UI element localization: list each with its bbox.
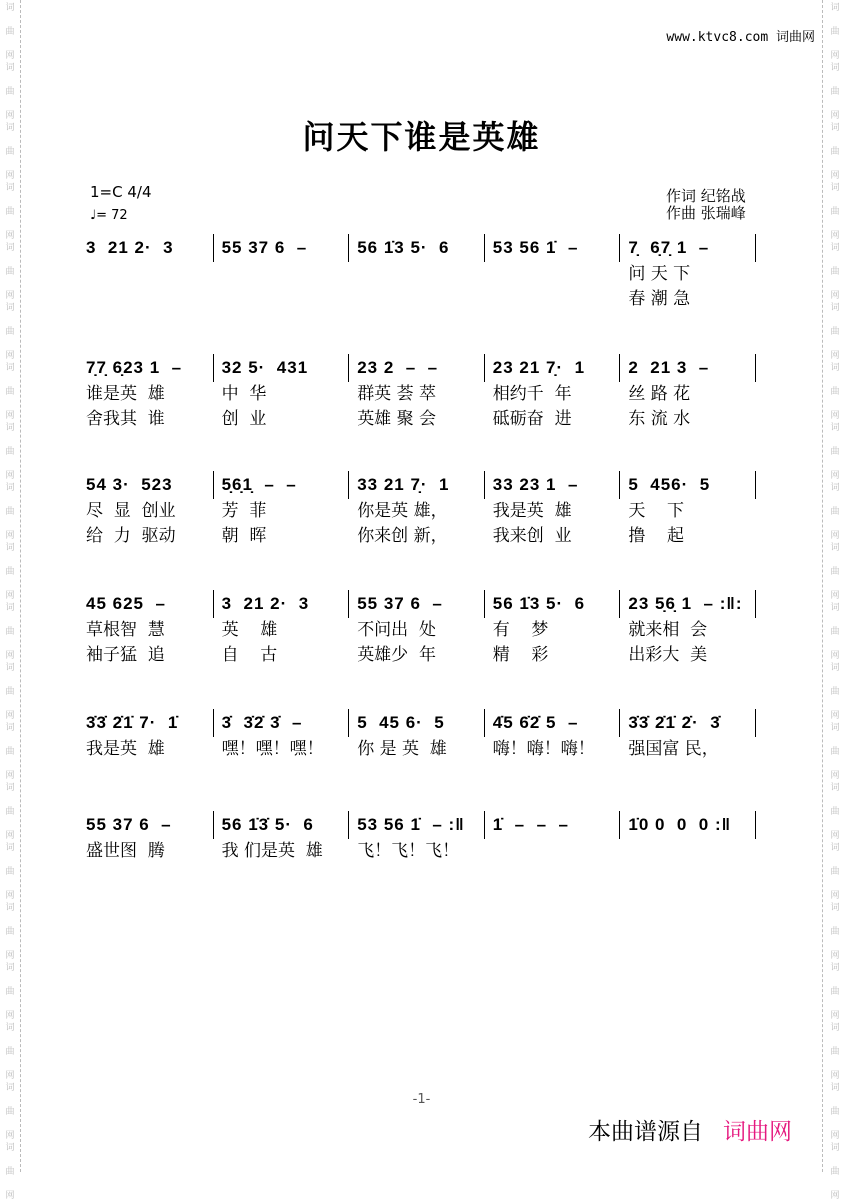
measure: 32 5· 431 <box>214 354 350 382</box>
lyric-line <box>86 382 756 407</box>
score-row <box>86 354 756 432</box>
watermark-text: 词 曲 网 <box>830 123 840 181</box>
watermark-text: 词 曲 网 <box>830 63 840 121</box>
left-watermark-strip <box>0 0 21 1201</box>
watermark-text: 词 曲 网 <box>5 903 15 961</box>
measure: 1̇0 0 0 0 :‖ <box>620 811 756 839</box>
watermark-text: 词 曲 网 <box>830 1023 840 1081</box>
notation-line <box>86 354 756 382</box>
watermark-text: 词 曲 网 <box>5 543 15 601</box>
lyric-segment <box>86 287 214 312</box>
notation-line <box>86 709 756 737</box>
lyric-segment: 我是英 雄 <box>492 501 572 521</box>
right-watermark-strip <box>822 0 843 1201</box>
watermark-text: 词 曲 网 <box>830 963 840 1021</box>
lyric-segment: 春 潮 急 <box>628 289 691 309</box>
measure: 5̣6̣1̣ – – <box>214 471 350 499</box>
watermark-text: 词 曲 网 <box>5 243 15 301</box>
lyric-segment: 问 天 下 <box>628 264 691 284</box>
lyric-line <box>86 524 756 549</box>
lyric-segment: 丝 路 花 <box>628 384 691 404</box>
tempo-marking: ♩= 72 <box>90 208 128 223</box>
composer: 作曲 张瑞峰 <box>666 204 746 222</box>
watermark-text: 词 曲 网 <box>5 963 15 1021</box>
lyric-segment <box>214 262 350 287</box>
measure: 7̣ 6̣7̣ 1 – <box>620 234 756 262</box>
lyric-segment <box>485 287 621 312</box>
lyric-segment: 就来相 会 <box>628 620 708 640</box>
lyric-segment: 尽 显 创业 <box>86 501 176 521</box>
watermark-text: 词 曲 网 <box>5 723 15 781</box>
lyric-segment <box>620 839 756 864</box>
lyric-segment: 舍我其 谁 <box>86 409 165 429</box>
watermark-text: 词 曲 网 <box>830 303 840 361</box>
watermark-text: 词 曲 网 <box>5 3 15 61</box>
measure: 4̇5 6̇2̇ 5 – <box>485 709 621 737</box>
watermark-text: 词 曲 网 <box>5 123 15 181</box>
lyric-segment: 英雄少 年 <box>357 645 436 665</box>
lyric-segment: 中 华 <box>221 384 267 404</box>
measure: 33 23 1 – <box>485 471 621 499</box>
measure: 3 21 2· 3 <box>86 234 214 262</box>
watermark-text: 词 曲 网 <box>5 483 15 541</box>
lyric-line <box>86 287 756 312</box>
watermark-text: 词 曲 网 <box>830 3 840 61</box>
lyric-segment: 英 雄 <box>221 620 278 640</box>
watermark-text: 词 曲 网 <box>5 423 15 481</box>
measure: 3̇3̇ 2̇1̇ 7· 1̇ <box>86 709 214 737</box>
measure: 5 45 6· 5 <box>349 709 485 737</box>
lyric-segment: 谁是英 雄 <box>86 384 165 404</box>
measure: 53 56 1̇ – :‖ <box>349 811 485 839</box>
measure: 45 625 – <box>86 590 214 618</box>
watermark-text: 词 曲 网 <box>830 543 840 601</box>
lyric-segment: 东 流 水 <box>628 409 691 429</box>
lyric-segment <box>485 839 621 864</box>
lyric-segment: 强国富 民， <box>628 739 719 759</box>
lyric-segment: 群英 荟 萃 <box>357 384 436 404</box>
watermark-text: 词 曲 网 <box>5 843 15 901</box>
source-site-link[interactable]: 词曲网 <box>723 1119 792 1145</box>
lyric-segment <box>86 262 214 287</box>
lyric-segment: 嗨！嗨！嗨！ <box>492 739 595 759</box>
watermark-text: 词 曲 网 <box>5 183 15 241</box>
lyric-line <box>86 643 756 668</box>
watermark-text: 词 曲 网 <box>830 903 840 961</box>
lyric-segment: 有 梦 <box>492 620 549 640</box>
lyric-segment: 自 古 <box>221 645 278 665</box>
lyric-line <box>86 499 756 524</box>
watermark-text: 词 曲 网 <box>5 1143 15 1201</box>
measure: 5 456· 5 <box>620 471 756 499</box>
lyric-segment: 你 是 英 雄 <box>357 739 447 759</box>
watermark-text: 词 曲 网 <box>830 603 840 661</box>
score-row <box>86 471 756 549</box>
credits <box>666 188 746 222</box>
watermark-text: 词 曲 网 <box>5 783 15 841</box>
measure: 55 37 6 – <box>86 811 214 839</box>
lyric-segment <box>214 287 350 312</box>
lyric-segment <box>485 262 621 287</box>
lyric-line <box>86 839 756 864</box>
measure: 3 21 2· 3 <box>214 590 350 618</box>
lyric-segment: 你来创 新， <box>357 526 448 546</box>
watermark-text: 词 曲 网 <box>830 423 840 481</box>
measure: 55 37 6 – <box>214 234 350 262</box>
watermark-text: 词 曲 网 <box>830 723 840 781</box>
lyric-segment: 撸 起 <box>628 526 684 546</box>
page-number: -1- <box>412 1092 431 1107</box>
score-row <box>86 590 756 668</box>
source-footer <box>588 1113 792 1146</box>
lyric-segment: 给 力 驱动 <box>86 526 176 546</box>
watermark-text: 词 曲 网 <box>830 843 840 901</box>
lyric-segment: 英雄 聚 会 <box>357 409 436 429</box>
score-row <box>86 709 756 762</box>
watermark-text: 词 曲 网 <box>5 663 15 721</box>
lyric-segment: 飞！飞！飞！ <box>357 841 460 861</box>
lyric-segment: 精 彩 <box>492 645 549 665</box>
key-signature: 1=C 4/4 <box>90 183 152 201</box>
watermark-text: 词 曲 网 <box>5 1023 15 1081</box>
lyric-segment: 盛世图 腾 <box>86 841 165 861</box>
notation-line <box>86 471 756 499</box>
measure: 56 1̇3 5· 6 <box>485 590 621 618</box>
source-label: 本曲谱源自 <box>588 1119 703 1145</box>
measure: 56 1̇3̇ 5· 6 <box>214 811 350 839</box>
lyric-segment: 相约千 年 <box>492 384 572 404</box>
lyric-segment: 芳 菲 <box>221 501 267 521</box>
watermark-text: 词 曲 网 <box>830 1143 840 1201</box>
site-header[interactable]: www.ktvc8.com 词曲网 <box>666 30 815 45</box>
watermark-text: 词 曲 网 <box>830 243 840 301</box>
lyric-segment <box>349 262 485 287</box>
score-row <box>86 234 756 312</box>
lyric-line <box>86 618 756 643</box>
measure: 23 5̣6̣ 1 – :‖: <box>620 590 756 618</box>
lyric-segment: 天 下 <box>628 501 684 521</box>
lyric-segment: 砥砺奋 进 <box>492 409 572 429</box>
lyric-segment: 不问出 处 <box>357 620 436 640</box>
watermark-text: 词 曲 网 <box>5 363 15 421</box>
lyric-segment <box>349 287 485 312</box>
watermark-text: 词 曲 网 <box>830 183 840 241</box>
lyric-line <box>86 262 756 287</box>
measure: 53 56 1̇ – <box>485 234 621 262</box>
lyric-segment: 我是英 雄 <box>86 739 165 759</box>
lyric-segment: 朝 晖 <box>221 526 267 546</box>
measure: 3̇3̇ 2̇1̇ 2̇· 3̇ <box>620 709 756 737</box>
watermark-text: 词 曲 网 <box>830 1083 840 1141</box>
lyric-segment: 创 业 <box>221 409 267 429</box>
song-title: 问天下谁是英雄 <box>302 118 541 156</box>
watermark-text: 词 曲 网 <box>5 603 15 661</box>
lyric-line <box>86 407 756 432</box>
watermark-text: 词 曲 网 <box>830 483 840 541</box>
measure: 1̇ – – – <box>485 811 621 839</box>
notation-line <box>86 590 756 618</box>
lyric-segment: 我 们是英 雄 <box>221 841 323 861</box>
measure: 23 21 7̣· 1 <box>485 354 621 382</box>
watermark-text: 词 曲 网 <box>830 783 840 841</box>
lyric-segment: 我来创 业 <box>492 526 572 546</box>
lyricist: 作词 纪铭战 <box>666 187 746 205</box>
watermark-text: 词 曲 网 <box>5 1083 15 1141</box>
lyric-segment: 嘿！嘿！嘿！ <box>221 739 324 759</box>
lyric-segment: 你是英 雄， <box>357 501 448 521</box>
watermark-text: 词 曲 网 <box>5 63 15 121</box>
lyric-segment: 出彩大 美 <box>628 645 708 665</box>
lyric-line <box>86 737 756 762</box>
measure: 3̇ 3̇2̇ 3̇ – <box>214 709 350 737</box>
measure: 56 1̇3 5· 6 <box>349 234 485 262</box>
watermark-text: 词 曲 网 <box>830 363 840 421</box>
watermark-text: 词 曲 网 <box>5 303 15 361</box>
measure: 33 21 7̣· 1 <box>349 471 485 499</box>
lyric-segment: 袖子猛 追 <box>86 645 165 665</box>
measure: 7̣7̣ 6̣23 1 – <box>86 354 214 382</box>
notation-line <box>86 811 756 839</box>
measure: 55 37 6 – <box>349 590 485 618</box>
watermark-text: 词 曲 网 <box>830 663 840 721</box>
measure: 54 3· 523 <box>86 471 214 499</box>
measure: 2 21 3 – <box>620 354 756 382</box>
notation-line <box>86 234 756 262</box>
lyric-segment: 草根智 慧 <box>86 620 165 640</box>
measure: 23 2 – – <box>349 354 485 382</box>
score-row <box>86 811 756 864</box>
